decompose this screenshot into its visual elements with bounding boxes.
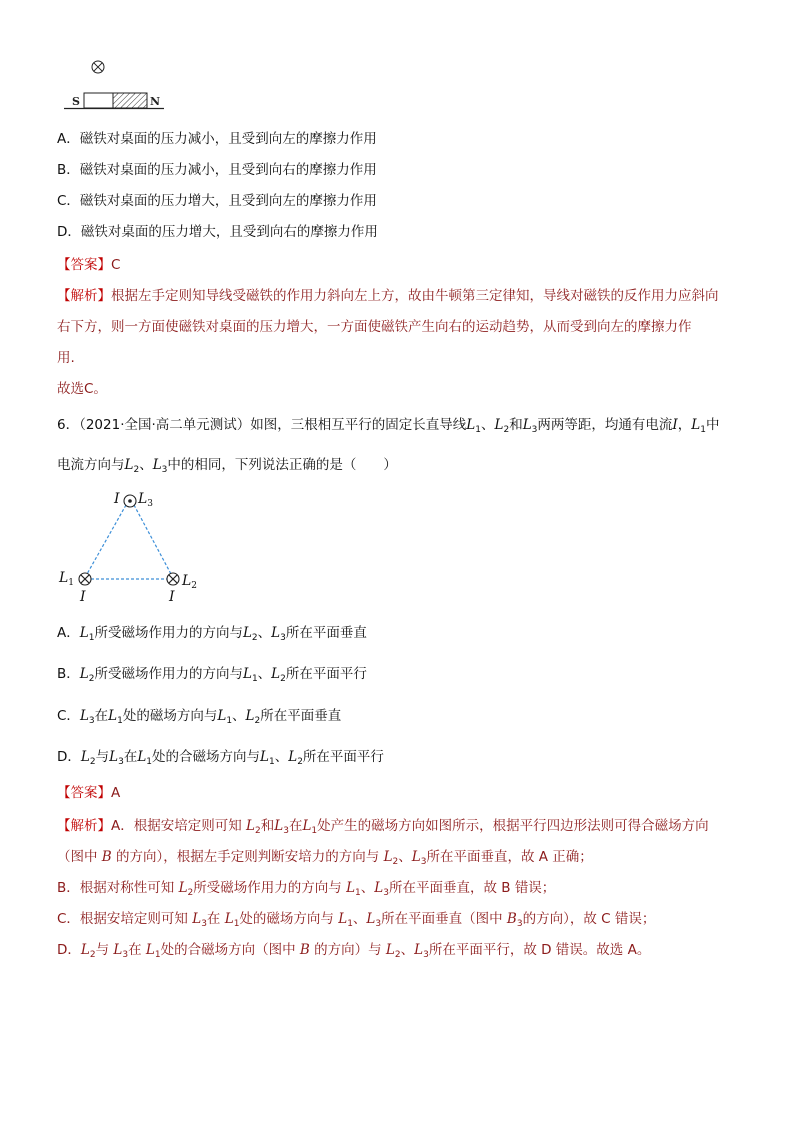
analysis-text: 、 [398,849,412,865]
sub: 1 [154,950,161,960]
symbol-b: B [101,849,112,865]
analysis-text: 所受磁场作用力的方向与 [193,880,347,896]
analysis-text: 根据左手定则知导线受磁铁的作用力斜向左上方，故由牛顿第三定律知，导线对磁铁的反作用力应斜向 [111,288,719,304]
label-l2: $L_2$ [182,573,198,591]
sub: 1 [146,757,153,767]
sub: 2 [89,950,96,960]
analysis-text: 的方向），根据左手定则判断安培力的方向与 [111,849,384,865]
sub: 2 [89,757,96,767]
option-text: 所受磁场作用力的方向与 [94,666,243,682]
option-text: 在 [94,708,109,724]
magnet-s-half [84,93,113,108]
sub: 1 [226,716,233,726]
symbol-l: L [288,749,298,765]
symbol-l: L [346,880,356,896]
triangle-figure [55,485,215,607]
analysis-text: 处产生的磁场方向如图所示，根据平行四边形法则可得合磁场方向 [317,818,709,834]
q5-conclusion: 故选C。 [57,381,107,397]
symbol-l: L [79,625,89,641]
analysis-text: 所在平面垂直，故 B 错误； [388,880,556,896]
analysis-text: 所在平面平行，故 D 错误。故选 A。 [428,942,651,958]
sub: 3 [201,919,207,929]
sub: 3 [118,757,124,767]
symbol-l: L [245,708,255,724]
sub: 3 [283,826,289,836]
sub: 1 [268,757,275,767]
label-i-right: I [169,589,175,605]
sub: 1 [475,425,481,435]
option-text: 所在平面平行 [302,749,384,765]
sub: 2 [88,674,95,684]
q6-option-b [57,662,367,684]
analysis-text: 、 [400,942,415,958]
q5-option-c: C．磁铁对桌面的压力增大，且受到向左的摩擦力作用 [57,193,377,209]
sub: 2 [503,425,510,435]
stem-text: 、 [139,457,153,473]
analysis-tag: 【解析】 [57,288,111,304]
stem-text: 两两等距，均通有电流 [537,417,673,433]
option-text: 、 [257,666,272,682]
magnet-n-half [113,93,147,108]
sub: 3 [423,950,429,960]
option-prefix: D． [57,749,81,765]
symbol-l: L [260,749,269,765]
analysis-text: 处的合磁场方向（图中 [160,942,300,958]
symbol-l: L [691,417,701,433]
analysis-text: C．根据安培定则可知 [57,911,193,927]
analysis-text: 在 [128,942,146,958]
q6-option-a [57,621,367,643]
sub: 3 [122,950,129,960]
sub: 2 [187,888,194,898]
analysis-text: A．根据安培定则可知 [111,818,247,834]
option-text: 处的磁场方向与 [122,708,218,724]
q5-option-b: B．磁铁对桌面的压力减小，且受到向右的摩擦力作用 [57,162,377,178]
stem-text: ， [677,417,692,433]
q5-option-a: A．磁铁对桌面的压力减小，且受到向左的摩擦力作用 [57,131,377,147]
answer-value: C [111,257,121,273]
sub: 1 [347,919,353,929]
symbol-l: L [466,417,476,433]
dashed-edge-left [87,505,126,574]
analysis-text: 在 [206,911,225,927]
cross-circle-icon [167,573,179,585]
q5-answer [57,253,120,273]
sub: 3 [88,716,95,726]
symbol-l: L [242,666,252,682]
symbol-l: L [217,708,227,724]
sub: 3 [420,857,427,867]
symbol-l: L [113,942,123,958]
sub: 2 [297,757,303,767]
label-l3: $L_3$ [138,491,154,509]
symbol-l: L [411,849,421,865]
cross-circle-icon [92,61,104,73]
q6-option-d [57,745,384,767]
sub: 3 [161,465,168,475]
sub: 2 [254,716,261,726]
answer-value: A [111,785,121,801]
symbol-l: L [79,666,89,682]
sub: 3 [375,919,382,929]
option-text: 所在平面垂直 [260,708,342,724]
label-i-left: I [80,589,86,605]
answer-tag: 【答案】 [57,257,111,273]
q6-answer [57,781,120,801]
symbol-l: L [374,880,384,896]
symbol-l: L [522,417,532,433]
magnet-s-label: S [72,95,80,108]
sub: 2 [255,826,261,836]
analysis-text: 在 [288,818,303,834]
symbol-l: L [383,849,393,865]
option-text: 与 [95,749,110,765]
analysis-text: 和 [260,818,275,834]
symbol-l: L [108,708,118,724]
option-text: 所受磁场作用力的方向与 [94,625,243,641]
symbol-l: L [242,625,252,641]
symbol-l: L [224,911,234,927]
symbol-l: L [192,911,202,927]
dashed-edge-right [134,505,171,574]
symbol-l: L [80,749,90,765]
symbol-l: L [178,880,188,896]
analysis-tag: 【解析】 [57,818,111,834]
analysis-text: D． [57,942,81,958]
option-text: 、 [274,749,289,765]
sub: 3 [531,425,538,435]
stem-text: 如图，三根相互平行的固定长直导线 [250,417,467,433]
symbol-l: L [385,942,395,958]
q6-analysis-line-4 [57,907,655,929]
stem-text: 电流方向与 [57,457,125,473]
analysis-text: 的方向）与 [309,942,386,958]
q5-option-d: D．磁铁对桌面的压力增大，且受到向右的摩擦力作用 [57,224,378,240]
symbol-b: B [299,942,310,958]
analysis-text: 、 [360,880,375,896]
symbol-l: L [494,417,504,433]
option-text: 、 [232,708,246,724]
sub: 3 [516,919,523,929]
sub: 2 [394,950,401,960]
q6-analysis-line-1 [57,814,709,836]
magnet-n-label: N [150,95,161,108]
symbol-l: L [414,942,424,958]
analysis-text: 、 [352,911,367,927]
sub: 1 [117,716,123,726]
option-text: 处的合磁场方向与 [152,749,261,765]
analysis-text: 与 [95,942,114,958]
analysis-text: 所在平面垂直，故 A 正确； [426,849,593,865]
sub: 2 [392,857,399,867]
answer-tag: 【答案】 [57,785,111,801]
sub: 1 [88,633,95,643]
symbol-l: L [145,942,155,958]
sub: 2 [280,674,286,684]
symbol-l: L [124,457,134,473]
q6-option-c [57,704,341,726]
stem-text: 中 [705,417,720,433]
symbol-i: I [672,417,678,433]
analysis-text: （图中 [57,849,102,865]
q6-stem-line-2 [57,453,397,475]
sub: 2 [251,633,258,643]
symbol-l: L [271,666,281,682]
sub: 3 [280,633,286,643]
symbol-l: L [152,457,162,473]
sub: 2 [133,465,140,475]
dot-circle-icon [124,495,136,507]
q6-analysis-line-5 [57,938,650,960]
symbol-l: L [79,708,89,724]
symbol-l: L [246,818,255,834]
symbol-l: L [338,911,348,927]
symbol-b: B [506,911,517,927]
q5-analysis-line-3: 用. [57,350,75,366]
option-text: 、 [257,625,272,641]
symbol-l: L [80,942,90,958]
stem-text: 、 [481,417,495,433]
cross-circle-icon [79,573,91,585]
symbol-l: L [366,911,376,927]
label-l1: $L_1$ [59,570,75,588]
label-i-top: I [114,491,120,507]
sub: 3 [383,888,389,898]
stem-text: 中的相同，下列说法正确的是（ ） [167,457,397,473]
sub: 1 [311,826,318,836]
sub: 1 [355,888,361,898]
option-text: 所在平面垂直 [285,625,367,641]
analysis-text: 所在平面垂直（图中 [381,911,507,927]
option-text: 在 [123,749,138,765]
q5-analysis-line-2: 右下方，则一方面使磁铁对桌面的压力增大，一方面使磁铁产生向右的运动趋势，从而受到向左的摩擦力作 [57,319,692,335]
question-number: 6． [57,417,80,433]
analysis-text: B．根据对称性可知 [57,880,179,896]
stem-text: 和 [509,417,523,433]
q6-analysis-line-3 [57,876,555,898]
analysis-text: 处的磁场方向与 [239,911,339,927]
analysis-text: 的方向），故 C 错误； [522,911,656,927]
symbol-l: L [109,749,119,765]
option-prefix: B． [57,666,80,682]
sub: 1 [251,674,258,684]
symbol-l: L [302,818,312,834]
symbol-l: L [137,749,147,765]
magnet-figure [60,55,190,115]
option-prefix: A． [57,625,80,641]
sub: 1 [700,425,706,435]
option-prefix: C． [57,708,80,724]
symbol-l: L [274,818,284,834]
sub: 1 [233,919,240,929]
q5-analysis-line-1 [57,284,719,304]
q6-analysis-line-2 [57,845,593,867]
symbol-l: L [271,625,281,641]
q6-stem-line-1 [57,413,719,435]
option-text: 所在平面平行 [285,666,367,682]
question-source: （2021·全国·高二单元测试） [79,417,251,433]
